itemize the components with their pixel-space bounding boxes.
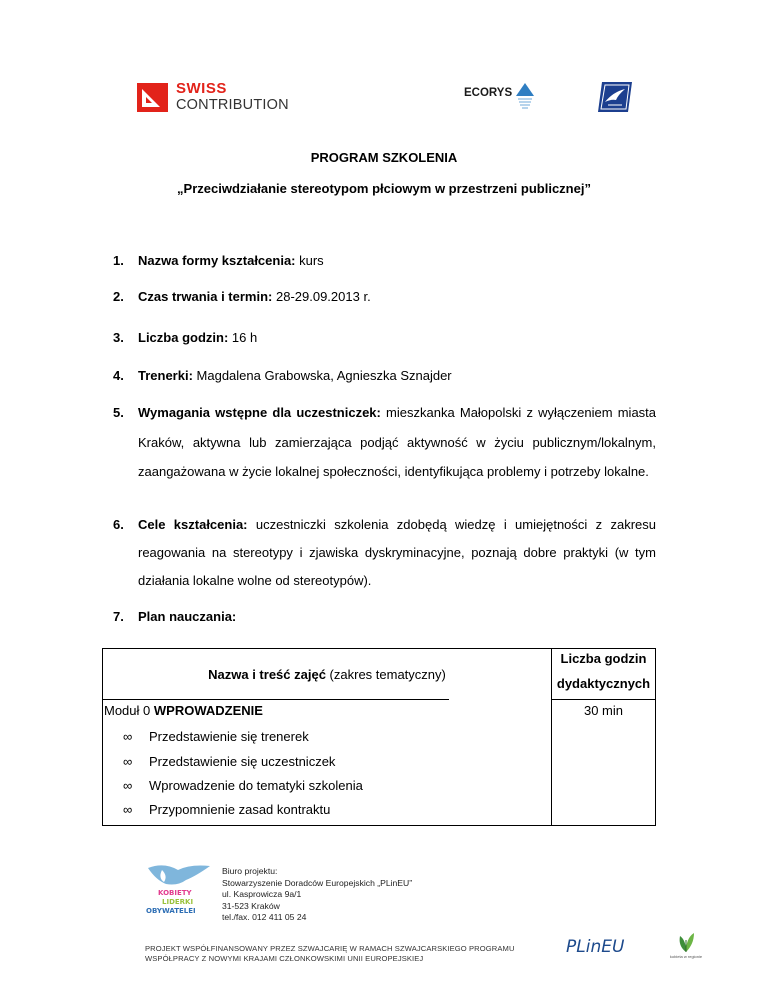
table-header-name-bold: Nazwa i treść zajęć <box>208 667 326 682</box>
ecorys-logo-text: ECORYS <box>464 87 513 99</box>
table-header-name-rest: (zakres tematyczny) <box>325 667 446 682</box>
item-label: Cele kształcenia: <box>138 517 248 532</box>
cofin-line: PROJEKT WSPÓŁFINANSOWANY PRZEZ SZWAJCARIĘ W RAMACH SZWAJCARSKIEGO PROGRAMU <box>145 944 515 953</box>
contact-line: ul. Kasprowicza 9a/1 <box>222 889 302 899</box>
swiss-logo-line1: SWISS <box>176 80 227 97</box>
footer-cofinancing <box>145 944 515 964</box>
list-item <box>123 729 309 744</box>
bullet-text: Przedstawienie się trenerek <box>149 729 309 744</box>
list-item <box>113 398 656 487</box>
cofin-line: WSPÓŁPRACY Z NOWYMI KRAJAMI CZŁONKOWSKIMI UNII EUROPEJSKIEJ <box>145 954 424 963</box>
table-header-hours-2: dydaktycznych <box>556 676 651 691</box>
kobiety-liderki-logo <box>144 862 214 916</box>
item-number: 5. <box>113 405 124 420</box>
plan-table <box>102 648 656 826</box>
infinity-bullet-icon: ∞ <box>123 778 133 793</box>
list-item <box>123 754 335 769</box>
document-title: PROGRAM SZKOLENIA <box>310 150 458 165</box>
bullet-text: Przypomnienie zasad kontraktu <box>149 802 331 817</box>
contact-line: Stowarzyszenie Doradców Europejskich „PLinEU” <box>222 877 413 888</box>
item-number: 6. <box>113 517 124 532</box>
women-logo-line1: KOBIETY <box>158 889 192 897</box>
item-label: Wymagania wstępne dla uczestniczek: <box>138 405 381 420</box>
item-label: Liczba godzin: <box>138 330 229 345</box>
module-prefix: Moduł 0 <box>104 703 154 718</box>
ecorys-triangle-icon <box>514 82 536 110</box>
infinity-bullet-icon: ∞ <box>123 754 133 769</box>
item-label: Czas trwania i termin: <box>138 289 273 304</box>
women-logo-line3: OBYWATELEI <box>146 907 196 915</box>
table-header-divider-right <box>551 699 655 700</box>
list-item <box>113 284 656 310</box>
leaf-icon <box>674 930 698 954</box>
contact-line: tel./fax. 012 411 05 24 <box>222 912 307 922</box>
item-value: kurs <box>295 253 324 268</box>
item-label: Trenerki: <box>138 368 193 383</box>
eagle-emblem-icon <box>596 80 634 114</box>
plineu-logo <box>566 937 636 961</box>
footer-contact <box>222 866 412 924</box>
item-label: Plan nauczania: <box>138 609 237 624</box>
item-number: 4. <box>113 368 124 383</box>
item-number: 2. <box>113 289 124 304</box>
bullet-text: Przedstawienie się uczestniczek <box>149 754 336 769</box>
item-value: 28-29.09.2013 r. <box>272 289 371 304</box>
item-number: 7. <box>113 609 124 624</box>
table-header-name <box>103 667 551 682</box>
item-label: Nazwa formy kształcenia: <box>138 253 296 268</box>
plineu-logo-text: PLinEU <box>566 937 625 957</box>
item-number: 1. <box>113 253 124 268</box>
table-header-divider <box>103 699 449 700</box>
list-item <box>113 363 656 389</box>
infinity-bullet-icon: ∞ <box>123 802 133 817</box>
item-value: mieszkanka Małopolski z wyłączeniem miasta Kraków, aktywna lub zamierzająca podjąć aktywność w życiu publicznym/lokalnym, zaangażowana w życie lokalnej społeczności, identyfikująca problemy i potrzeby lokalne. <box>138 405 657 479</box>
module-hours: 30 min <box>583 703 624 718</box>
swiss-flag-icon <box>137 83 168 112</box>
women-logo-line2: LIDERKI <box>162 898 194 906</box>
item-value: uczestniczki szkolenia zdobędą wiedzę i umiejętności z zakresu reagowania na stereotypy i zjawiska dyskryminacyjne, poznają dobre praktyki (w tym działania lokalne wolne od stereotypów). <box>138 517 656 588</box>
list-item <box>113 511 656 595</box>
item-value: Magdalena Grabowska, Agnieszka Sznajder <box>192 368 452 383</box>
swiss-logo-line2: CONTRIBUTION <box>176 97 289 113</box>
module-title <box>104 703 263 718</box>
list-item <box>123 778 363 793</box>
table-header-hours: Liczba godzin <box>560 651 647 666</box>
item-number: 3. <box>113 330 124 345</box>
ecorys-logo <box>464 82 538 112</box>
contact-line: 31-523 Kraków <box>222 900 280 911</box>
contact-line: Biuro projektu: <box>222 866 278 876</box>
list-item <box>113 604 656 630</box>
kobieta-logo-text: kobieta w regionie <box>669 954 703 959</box>
infinity-bullet-icon: ∞ <box>123 729 133 744</box>
kobieta-w-regionie-logo <box>664 930 708 964</box>
list-item <box>123 802 330 817</box>
item-value: 16 h <box>228 330 258 345</box>
list-item <box>113 325 656 351</box>
document-subtitle: „Przeciwdziałanie stereotypom płciowym w przestrzeni publicznej” <box>177 181 591 196</box>
list-item <box>113 248 656 274</box>
swiss-contribution-logo <box>137 80 297 114</box>
module-name: WPROWADZENIE <box>153 703 263 718</box>
bullet-text: Wprowadzenie do tematyki szkolenia <box>149 778 363 793</box>
